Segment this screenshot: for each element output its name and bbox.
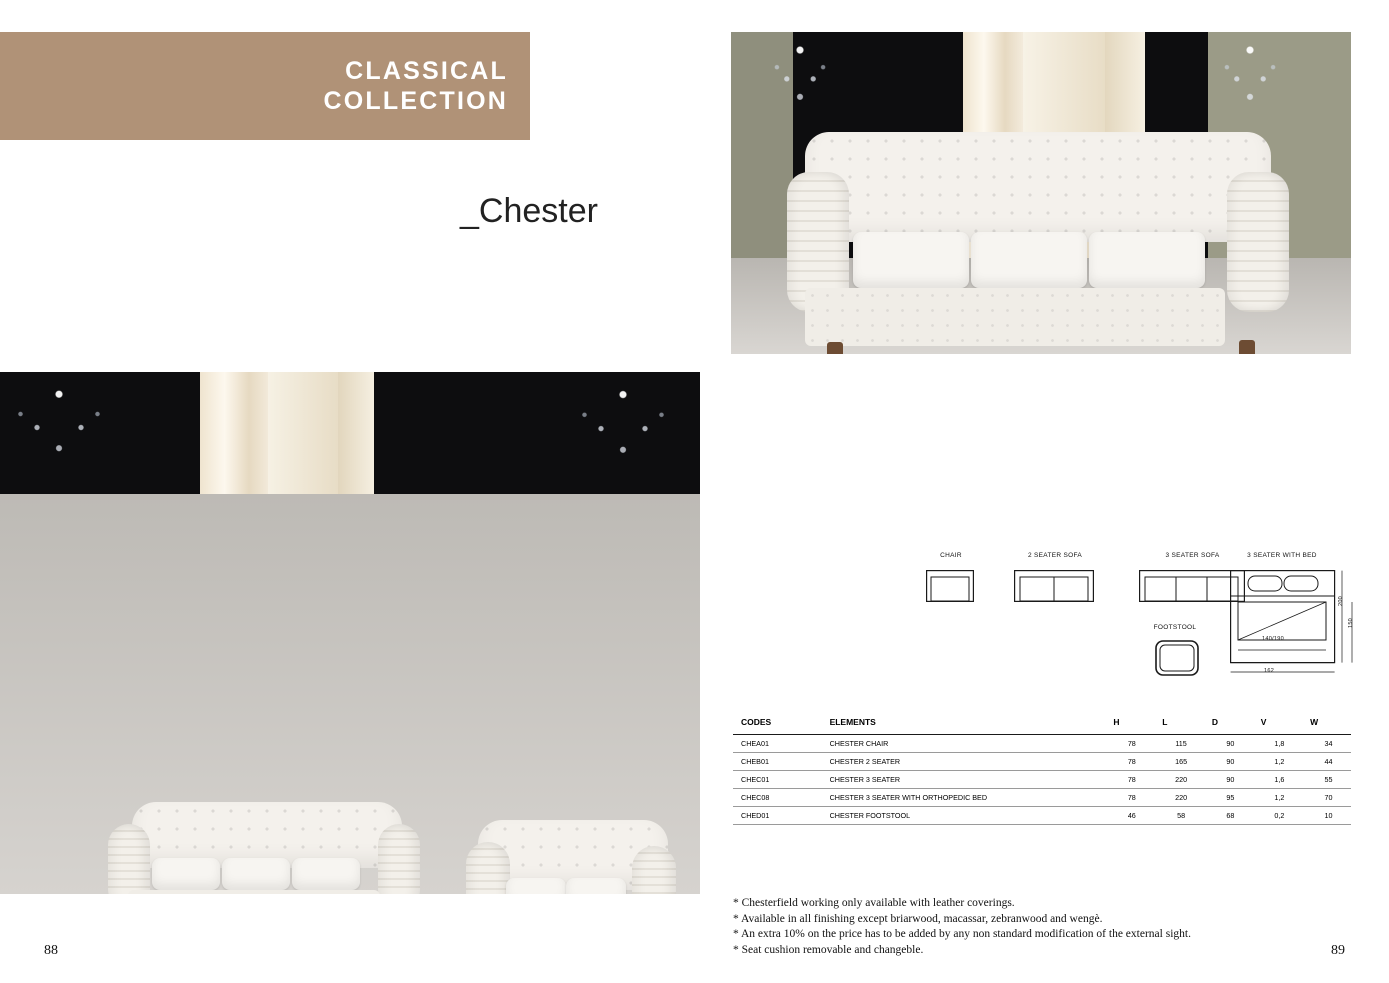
cell-code: CHEB01	[733, 753, 822, 771]
cell-h: 46	[1105, 807, 1154, 825]
cell-code: CHEA01	[733, 735, 822, 753]
bed-width-outer-label: 162	[1264, 668, 1275, 674]
cell-w: 10	[1302, 807, 1351, 825]
table-row	[733, 735, 1351, 753]
technical-diagrams	[920, 552, 1355, 692]
cell-w: 55	[1302, 771, 1351, 789]
cell-h: 78	[1105, 753, 1154, 771]
page-number-right: 89	[1331, 943, 1345, 958]
footnotes	[733, 896, 1353, 958]
specifications-table	[733, 713, 1351, 825]
cell-element: CHESTER 2 SEATER	[822, 753, 1106, 771]
page-title: _Chester	[460, 192, 598, 230]
cell-element: CHESTER 3 SEATER WITH ORTHOPEDIC BED	[822, 789, 1106, 807]
cell-d: 90	[1204, 771, 1253, 789]
footstool-diagram	[1155, 640, 1199, 681]
two-seater-diagram-label: 2 SEATER SOFA	[1028, 552, 1082, 559]
cell-element: CHESTER FOOTSTOOL	[822, 807, 1106, 825]
living-room-set-photo	[0, 372, 700, 894]
banner-line-2: COLLECTION	[323, 87, 508, 115]
column-header-l: L	[1154, 713, 1204, 735]
cell-v: 1,2	[1253, 789, 1302, 807]
banner-line-1: CLASSICAL	[345, 57, 508, 85]
page-number-left: 88	[44, 943, 58, 958]
cell-d: 95	[1204, 789, 1253, 807]
footnote-item: * An extra 10% on the price has to be added by any non standard modification of the external sight.	[733, 928, 1191, 940]
bed-height-outer-label: 200	[1338, 595, 1345, 607]
cell-code: CHED01	[733, 807, 822, 825]
cell-v: 0,2	[1253, 807, 1302, 825]
column-header-elements: ELEMENTS	[822, 713, 1106, 735]
cell-l: 58	[1154, 807, 1204, 825]
footnote-item: * Available in all finishing except briarwood, macassar, zebranwood and wengè.	[733, 912, 1103, 925]
cell-v: 1,8	[1253, 735, 1302, 753]
column-header-v: V	[1253, 713, 1302, 735]
table-row	[733, 753, 1351, 771]
column-header-d: D	[1204, 713, 1253, 735]
three-seater-bed-diagram-label: 3 SEATER WITH BED	[1247, 552, 1317, 559]
cell-l: 115	[1154, 735, 1204, 753]
table-row	[733, 771, 1351, 789]
cell-l: 165	[1154, 753, 1204, 771]
two-seater-diagram	[1014, 570, 1094, 607]
chair-diagram-label: CHAIR	[940, 552, 962, 559]
banner-text	[324, 56, 531, 116]
footstool-diagram-label: FOOTSTOOL	[1153, 624, 1197, 631]
table-header-row	[733, 713, 1351, 735]
table-row	[733, 789, 1351, 807]
classical-collection-banner	[0, 32, 530, 140]
bed-height-inner-label: 150	[1348, 617, 1355, 629]
cell-v: 1,2	[1253, 753, 1302, 771]
hero-sofa-photo	[731, 32, 1351, 354]
cell-h: 78	[1105, 771, 1154, 789]
cell-d: 90	[1204, 753, 1253, 771]
cell-l: 220	[1154, 789, 1204, 807]
cell-element: CHESTER 3 SEATER	[822, 771, 1106, 789]
cell-w: 34	[1302, 735, 1351, 753]
footnote-item: * Seat cushion removable and changeble.	[733, 943, 924, 956]
cell-w: 44	[1302, 753, 1351, 771]
cell-d: 90	[1204, 735, 1253, 753]
cell-d: 68	[1204, 807, 1253, 825]
bed-width-inner-label: 140/190	[1262, 636, 1284, 642]
footnote-item: * Chesterfield working only available with leather coverings.	[733, 897, 1015, 909]
three-seater-bed-diagram	[1220, 568, 1360, 685]
column-header-h: H	[1105, 713, 1154, 735]
column-header-codes: CODES	[733, 713, 822, 735]
cell-h: 78	[1105, 735, 1154, 753]
cell-h: 78	[1105, 789, 1154, 807]
table-row	[733, 807, 1351, 825]
cell-element: CHESTER CHAIR	[822, 735, 1106, 753]
cell-v: 1,6	[1253, 771, 1302, 789]
column-header-w: W	[1302, 713, 1351, 735]
cell-code: CHEC01	[733, 771, 822, 789]
cell-l: 220	[1154, 771, 1204, 789]
chair-diagram	[926, 570, 974, 607]
cell-w: 70	[1302, 789, 1351, 807]
cell-code: CHEC08	[733, 789, 822, 807]
three-seater-diagram-label: 3 SEATER SOFA	[1165, 552, 1220, 559]
